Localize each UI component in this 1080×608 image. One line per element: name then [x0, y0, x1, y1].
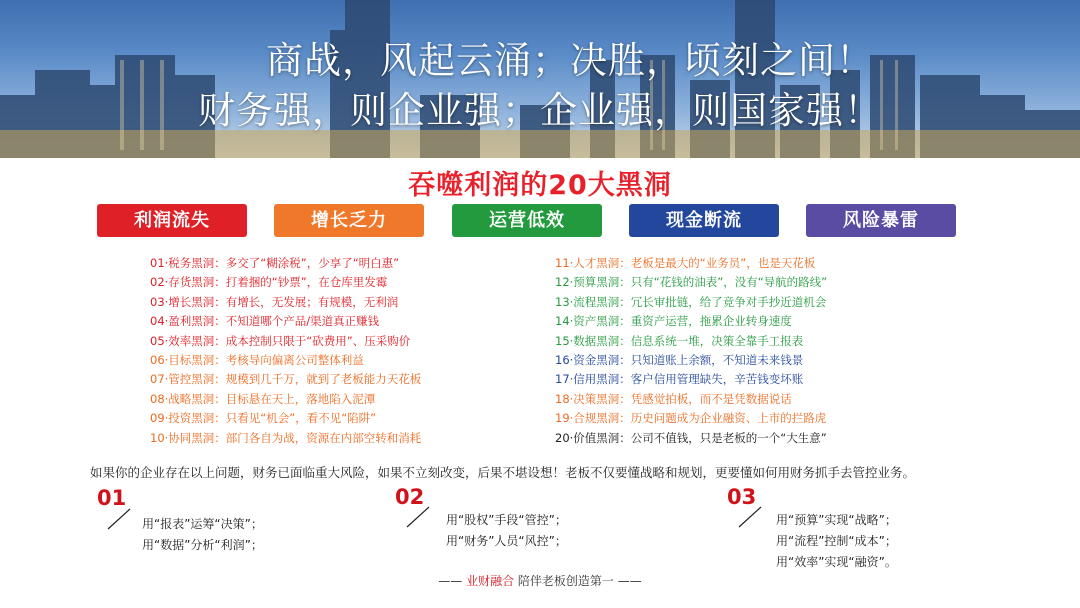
point-items-3: [776, 510, 897, 573]
point-item: 用“股权”手段“管控”；: [446, 513, 567, 527]
hole-description: 部门各自为战，资源在内部空转和消耗: [225, 430, 422, 445]
hole-item: [555, 409, 827, 428]
point-item: 用“预算”实现“战略”；: [776, 513, 897, 527]
category-label: 现金断流: [666, 210, 742, 231]
hole-label: 08·战略黑洞：: [150, 391, 226, 406]
point-items-1: [142, 514, 263, 556]
point-item: 用“报表”运筹“决策”；: [142, 517, 263, 531]
banner-headline-2: 财务强，则企业强；企业强，则国家强！: [198, 89, 882, 132]
hole-item: [555, 332, 827, 351]
hole-description: 目标悬在天上，落地陷入泥潭: [225, 391, 376, 406]
category-weak-growth: [274, 204, 424, 237]
point-number-3: 03: [727, 485, 757, 509]
hole-label: 18·决策黑洞：: [555, 391, 631, 406]
point-item: 用“数据”分析“利润”；: [142, 538, 263, 552]
holes-list-left: [150, 254, 421, 448]
hole-description: 只知道账上余额，不知道未来钱景: [630, 352, 804, 367]
banner-headline-1: 商战，风起云涌；决胜，顷刻之间！: [266, 39, 874, 82]
category-label: 风险暴雷: [843, 210, 919, 231]
footer-brand: 业财融合: [466, 574, 515, 588]
holes-list-right: [555, 254, 827, 448]
hole-description: 多交了“糊涂税”，少享了“明白惠”: [225, 256, 400, 270]
hole-label: 14·资产黑洞：: [555, 314, 631, 329]
hole-item: [150, 332, 421, 351]
hole-item: [555, 390, 827, 409]
hole-item: [150, 312, 421, 331]
hole-label: 03·增长黑洞：: [150, 294, 226, 309]
point-item: 用“财务”人员“风控”；: [446, 534, 567, 548]
hole-description: 历史问题成为企业融资、上市的拦路虎: [630, 411, 827, 426]
hole-label: 04·盈利黑洞：: [150, 314, 226, 329]
hole-item: [150, 273, 421, 292]
hole-label: 10·协同黑洞：: [150, 430, 226, 445]
footer-text: 陪伴老板创造第一 ——: [514, 574, 642, 588]
hole-label: 06·目标黑洞：: [150, 352, 226, 367]
hole-item: [555, 254, 827, 273]
hole-label: 12·预算黑洞：: [555, 275, 631, 290]
hole-description: 信息系统一堆，决策全靠手工报表: [630, 333, 804, 348]
point-number-2: 02: [395, 485, 425, 509]
hole-label: 20·价值黑洞：: [555, 430, 631, 445]
hole-description: 打着捆的“钞票”，在仓库里发霉: [225, 275, 388, 290]
city-banner: [0, 0, 1080, 158]
hole-label: 07·管控黑洞：: [150, 372, 226, 387]
hole-label: 13·流程黑洞：: [555, 294, 631, 309]
hole-description: 公司不值钱，只是老板的一个“大生意”: [630, 430, 827, 445]
point-item: 用“效率”实现“融资”。: [776, 555, 897, 569]
hole-item: [150, 390, 421, 409]
divider-slash: [737, 506, 763, 528]
hole-item: [150, 293, 421, 312]
hole-item: [555, 429, 827, 448]
hole-item: [150, 429, 421, 448]
category-profit-loss: [97, 204, 247, 237]
hole-label: 19·合规黑洞：: [555, 411, 631, 426]
category-low-efficiency: [452, 204, 602, 237]
hole-label: 11·人才黑洞：: [555, 256, 631, 270]
category-cash-break: [629, 204, 779, 237]
hole-item: [150, 351, 421, 370]
divider-slash: [405, 506, 431, 528]
hole-item: [150, 370, 421, 389]
hole-item: [150, 254, 421, 273]
hole-description: 有增长，无发展；有规模，无利润: [225, 294, 399, 309]
hole-description: 成本控制只限于“砍费用”、压采购价: [225, 333, 411, 348]
hole-item: [555, 293, 827, 312]
hole-item: [555, 312, 827, 331]
hole-description: 考核导向偏离公司整体利益: [225, 352, 364, 367]
hole-description: 客户信用管理缺失，辛苦钱变坏账: [630, 372, 804, 387]
hole-description: 冗长审批链，给了竞争对手抄近道机会: [630, 294, 827, 309]
hole-description: 只看见“机会”，看不见“陷阱”: [225, 411, 377, 426]
hole-label: 02·存货黑洞：: [150, 275, 226, 290]
divider-slash: [106, 508, 132, 530]
hole-item: [555, 273, 827, 292]
hole-item: [555, 370, 827, 389]
point-item: 用“流程”控制“成本”；: [776, 534, 897, 548]
footer-dash-left: ——: [438, 574, 467, 588]
hole-item: [150, 409, 421, 428]
page-title: 吞噬利润的20大黑洞: [408, 170, 672, 201]
hole-label: 15·数据黑洞：: [555, 333, 631, 348]
hole-description: 只有“花钱的油表”，没有“导航的路线”: [630, 275, 828, 290]
hole-item: [555, 351, 827, 370]
category-risk-explosion: [806, 204, 956, 237]
footer-slogan: [0, 572, 1080, 589]
category-label: 利润流失: [134, 210, 210, 231]
hole-description: 凭感觉拍板，而不是凭数据说话: [630, 391, 792, 406]
category-label: 增长乏力: [311, 210, 387, 231]
hole-label: 05·效率黑洞：: [150, 333, 226, 348]
hole-description: 老板是最大的“业务员”，也是天花板: [630, 256, 816, 270]
category-label: 运营低效: [489, 210, 565, 231]
hole-label: 01·税务黑洞：: [150, 256, 226, 270]
summary-text: 如果你的企业存在以上问题，财务已面临重大风险，如果不立刻改变，后果不堪设想！老板不仅要懂战略和规划，更要懂如何用财务抓手去管控业务。: [90, 465, 916, 480]
hole-label: 09·投资黑洞：: [150, 411, 226, 426]
hole-description: 规模到几千万，就到了老板能力天花板: [225, 372, 422, 387]
point-number-1: 01: [97, 486, 127, 510]
hole-description: 不知道哪个产品/渠道真正赚钱: [225, 314, 380, 329]
hole-label: 17·信用黑洞：: [555, 372, 631, 387]
hole-description: 重资产运营，拖累企业转身速度: [630, 314, 792, 329]
hole-label: 16·资金黑洞：: [555, 352, 631, 367]
point-items-2: [446, 510, 567, 552]
